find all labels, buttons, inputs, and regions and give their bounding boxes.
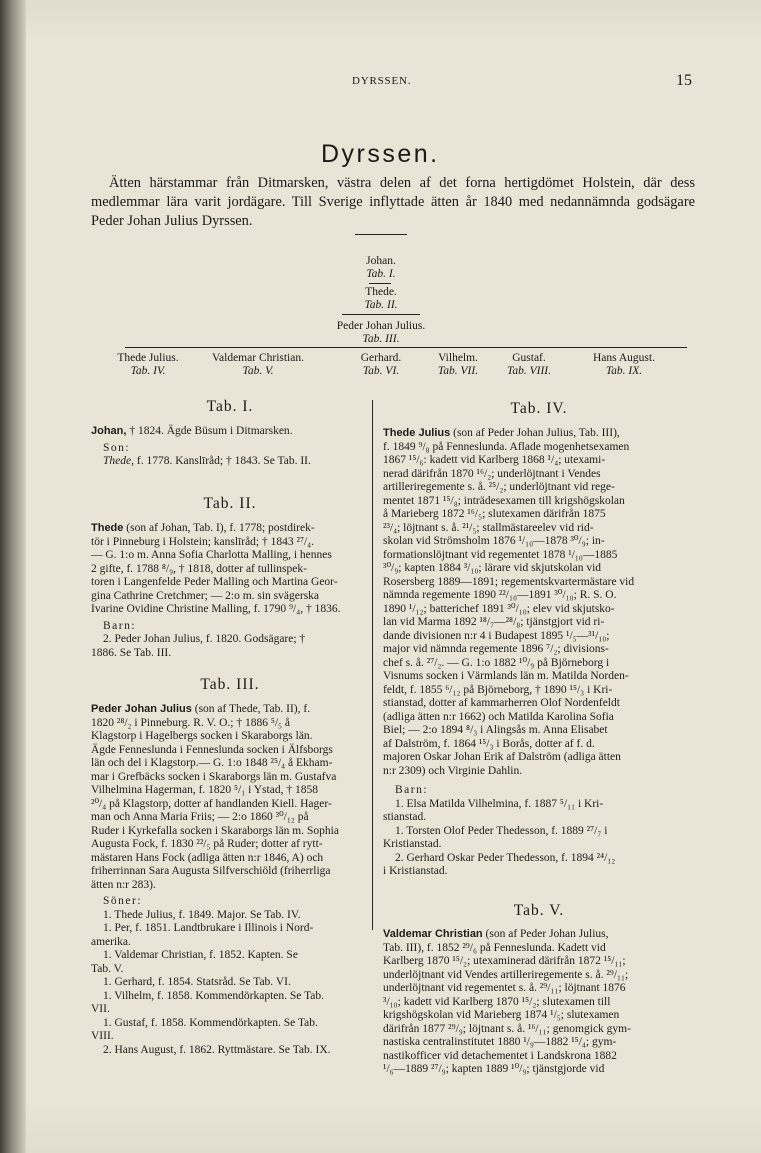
tab5-line: (son af Peder Johan Julius, <box>485 928 609 940</box>
tab3-line: 1820 ²⁸/₂ i Pinneburg. R. V. O.; † 1886 ⁵/₅ å <box>91 716 291 729</box>
tab3-line: mästaren Hans Fock (adliga ätten n:r 1846, A) och <box>91 851 324 864</box>
tab1-son-label: Son: <box>103 441 131 454</box>
tab4-child-line: stianstad. <box>383 811 427 823</box>
tree-child-name: Thede Julius. <box>117 352 179 364</box>
tab3-line: ²⁰/₄ på Klagstorp, dotter af handlanden Kiell. Hager- <box>91 797 332 810</box>
tab4-line: 1867 ¹⁵/₆: kadett vid Karlberg 1868 ¹/₄; utexami- <box>383 454 606 466</box>
tree-child-4 <box>423 352 493 378</box>
tree-root-tab: Tab. I. <box>366 268 396 280</box>
tab2-line: 2 gifte, f. 1788 ⁸/₉, † 1818, dotter af tullinspek- <box>91 562 307 575</box>
column-divider <box>372 400 373 930</box>
tab4-barn-label: Barn: <box>395 784 429 796</box>
tab5-block <box>383 928 696 1077</box>
divider <box>355 234 407 235</box>
tab5-heading: Tab. V. <box>513 902 565 919</box>
tab3-child-line: 1. Gustaf, f. 1858. Kommendörkapten. Se Tab. <box>103 1016 318 1029</box>
tree-bracket-1 <box>369 283 391 284</box>
tab5-line: underlöjtnant vid Vendes artilleriregemente s. å. ²⁹/₁₁; <box>383 968 629 981</box>
tab3-child-line: VII. <box>91 1003 110 1015</box>
tab3-line: ätten n:r 283). <box>91 878 156 891</box>
tab4-line: f. 1849 ⁹/₈ på Fenneslunda. Aflade mogenhetsexamen <box>383 440 630 453</box>
tree-child-name: Gustaf. <box>512 352 546 364</box>
tab4-line: å Marieberg 1872 ¹⁶/₅; slutexamen därifrån 1875 <box>383 508 606 520</box>
tab4-line: ²³/₄; löjtnant s. å. ²¹/₅; stallmästareelev vid rid- <box>383 521 594 534</box>
tab4-line: dande divisionen n:r 4 i Budapest 1895 ¹/₅—³¹/₁₀; <box>383 629 610 642</box>
tab1-son-name: Thede, <box>103 455 134 467</box>
tab4-line: n:r 2309) och Virginie Dahlin. <box>383 764 523 777</box>
tab2-line: tör i Pinneburg i Holstein; kanslīråd; † 1843 ²⁷/₄. <box>91 535 315 548</box>
tab3-child-line: 1. Valdemar Christian, f. 1852. Kapten. Se <box>103 949 298 961</box>
tab4-line: artilleriregemente s. å. ²⁵/₂; underlöjtnant vid rege- <box>383 481 615 493</box>
tab1-block <box>91 425 367 469</box>
tree-child-5 <box>497 352 561 378</box>
tree-child-tab: Tab. VIII. <box>507 365 551 377</box>
tab2-block <box>91 522 367 660</box>
tab5-line: därifrån 1877 ²⁹/₉; löjtnant s. å. ¹⁶/₁₁; genomgick gym- <box>383 1022 631 1035</box>
tab4-child-line: 1. Elsa Matilda Vilhelmina, f. 1887 ⁵/₁₁ i Kri- <box>395 797 604 810</box>
tab4-line: formationslöjtnant vid regementet 1878 ¹/₁₀—1885 <box>383 548 618 561</box>
tab3-soner-label: Söner: <box>103 895 143 907</box>
tab3-child-line: Tab. V. <box>91 962 124 975</box>
tree-child-1 <box>104 352 192 378</box>
tab3-line: Ruder i Kyrkefalla socken i Skaraborgs län m. Sophia <box>91 824 339 837</box>
tab3-entry-name: Peder Johan Julius <box>91 703 192 715</box>
tab2-barn-label: Barn: <box>103 619 137 632</box>
tree-child-name: Valdemar Christian. <box>212 352 304 364</box>
tab4-child-line: Kristianstad. <box>383 838 442 850</box>
intro-text: Ätten härstammar från Ditmarsken, västra delen af det forna hertigdömet Holstein, där dess medlemmar lära varit jordägare. Till Sverige inflyttade ätten år 1840 med nedannämnda godsägare Peder Johan Julius Dyrssen. <box>91 175 695 229</box>
intro-paragraph <box>91 174 695 231</box>
tab4-line: mentet 1871 ¹⁵/₈; inträdesexamen till krigshögskolan <box>383 494 625 507</box>
tab4-child-line: i Kristianstad. <box>383 865 448 877</box>
tree-child-6 <box>576 352 672 378</box>
tab4-block <box>383 427 696 879</box>
tab1-heading: Tab. I. <box>206 398 254 415</box>
tab1-entry-text: † 1824. Ägde Büsum i Ditmarsken. <box>129 425 293 437</box>
tab2-child-line: 1886. Se Tab. III. <box>91 646 172 659</box>
tab4-line: 1890 ¹/₁₂; batterichef 1891 ³⁰/₁₀; elev vid skjutsko- <box>383 602 615 615</box>
page-title: Dyrssen. <box>321 140 440 168</box>
tab4-line: af Dalström, f. 1864 ¹⁵/₃ i Borås, dotter af f. d. <box>383 737 595 750</box>
tab3-block <box>91 703 367 1057</box>
tree-third <box>300 320 462 346</box>
tab4-line: Visnums socken i Värmlands län m. Matilda Norden- <box>383 670 629 682</box>
tab3-child-line: amerika. <box>91 935 131 948</box>
tab4-line: nerad därifrån 1870 ¹⁶/₂; underlöjtnant i Vendes <box>383 467 601 480</box>
tab5-line: underlöjtnant vid regementet s. å. ²⁹/₁₁; löjtnant 1876 <box>383 982 626 994</box>
tab4-line: Rosersberg 1889—1891; regementskvartermästare vid <box>383 575 635 588</box>
tab5-line: nastiska centralinstitutet 1880 ¹/₉—1882 ¹⁵/₄; gym- <box>383 1036 617 1048</box>
tab3-line: län och del i Klagstorp.— G. 1:o 1848 ²⁵/₄ å Ekham- <box>91 757 333 769</box>
tree-child-tab: Tab. VI. <box>362 365 400 377</box>
tree-bracket-3 <box>125 347 687 348</box>
tab3-line: man och Anna Maria Friis; — 2:o 1860 ³⁰/₁₂ på <box>91 811 309 823</box>
tree-child-name: Gerhard. <box>360 352 402 364</box>
tree-root <box>331 255 431 281</box>
tab4-line: feldt, f. 1855 ⁶/₁₂ på Björneborg, † 1890 ¹⁵/₃ i Kri- <box>383 683 613 696</box>
tree-child-name: Hans August. <box>593 352 655 364</box>
tab4-line: (son af Peder Johan Julius, Tab. III), <box>453 427 620 439</box>
tab3-child-line: 1. Per, f. 1851. Landtbrukare i Illinois i Nord- <box>103 922 314 934</box>
tree-root-name: Johan. <box>366 255 396 267</box>
tab4-line: majoren Oskar Johan Erik af Dalström (adliga ätten <box>383 751 621 763</box>
tab5-line: ³/₁₀; kadett vid Karlberg 1870 ¹⁵/₂; slutexamen till <box>383 995 611 1008</box>
tree-bracket-2 <box>342 314 420 315</box>
tab5-line: nastikofficer vid detachementet i Landskrona 1882 <box>383 1049 617 1062</box>
tab4-child-line: 2. Gerhard Oskar Peder Thedesson, f. 1894 ²⁴/₁₂ <box>395 851 616 864</box>
tab4-line: stianstad, dotter af kammarherren Olof Nordenfeldt <box>383 697 620 709</box>
tab2-child-line: 2. Peder Johan Julius, f. 1820. Godsägare; † <box>103 633 306 645</box>
page-number: 15 <box>676 72 692 89</box>
tab4-line: Biel; — 2:o 1894 ⁸/₃ i Alingsås m. Anna Elisabet <box>383 724 608 736</box>
tree-child-2 <box>198 352 318 378</box>
tab4-line: chef s. å. ²⁷/₂. — G. 1:o 1882 ¹⁰/₉ på Björneborg i <box>383 656 610 669</box>
tab4-line: major vid nämnda regemente 1896 ⁷/₂; divisions- <box>383 643 609 655</box>
tab5-line: Tab. III), f. 1852 ²⁹/₆ på Fenneslunda. Kadett vid <box>383 941 606 954</box>
tab2-entry-name: Thede <box>91 522 124 534</box>
tab3-heading: Tab. III. <box>200 676 260 693</box>
tab3-child-line: 2. Hans August, f. 1862. Ryttmästare. Se Tab. IX. <box>103 1043 331 1056</box>
tab2-heading: Tab. II. <box>203 495 257 512</box>
tab3-line: friherrinnan Sara Augusta Silfverschiöld (friherrliga <box>91 865 331 877</box>
tab2-line: gina Cathrine Cretchmer; — 2:o m. sin svägerska <box>91 589 320 602</box>
tree-child-tab: Tab. IV. <box>130 365 166 377</box>
tab3-line: Vilhelmina Hagerman, f. 1820 ⁵/₁ i Ystad, † 1858 <box>91 784 318 796</box>
tab2-line: — G. 1:o m. Anna Sofia Charlotta Malling, i hennes <box>91 549 332 561</box>
tab1-entry-name: Johan, <box>91 425 127 437</box>
tree-second <box>331 286 431 312</box>
tab4-entry-name: Thede Julius <box>383 427 451 439</box>
tab3-child-line: 1. Gerhard, f. 1854. Statsråd. Se Tab. VI. <box>103 976 291 988</box>
tab4-line: (adliga ätten n:r 1662) och Matilda Karolina Sofia <box>383 710 614 723</box>
tree-child-3 <box>346 352 416 378</box>
book-binding-edge <box>0 0 26 1153</box>
tab5-line: Karlberg 1870 ¹⁵/₂; utexaminerad därifrån 1872 ¹⁵/₁₁; <box>383 955 626 967</box>
tab3-child-line: VIII. <box>91 1030 114 1042</box>
tree-child-tab: Tab. IX. <box>605 365 643 377</box>
running-title: DYRSSEN. <box>352 75 412 87</box>
tree-third-name: Peder Johan Julius. <box>336 320 426 332</box>
tab5-line: krigshögskolan vid Marieberg 1874 ¹/₅; slutexamen <box>383 1009 620 1021</box>
tab1-son-text: f. 1778. Kanslīråd; † 1843. Se Tab. II. <box>136 455 311 467</box>
tab3-line: (son af Thede, Tab. II), f. <box>194 703 311 715</box>
tab2-line: (son af Johan, Tab. I), f. 1778; postdirek- <box>126 522 315 534</box>
tab3-line: Klagstorp i Hagelbergs socken i Skaraborgs län. <box>91 730 313 742</box>
tab4-line: skolan vid Strömsholm 1876 ¹/₁₀—1878 ³⁰/₉; in- <box>383 535 605 547</box>
tree-child-tab: Tab. VII. <box>437 365 479 377</box>
tab4-line: ³⁰/₉; kapten 1884 ³/₁₀; lärare vid skjutskolan vid <box>383 562 602 574</box>
tree-third-tab: Tab. III. <box>362 333 400 345</box>
tree-child-tab: Tab. V. <box>242 365 274 377</box>
tab5-line: ¹/₆—1889 ²⁷/₉; kapten 1889 ¹⁰/₉; tjänstgjorde vid <box>383 1063 605 1075</box>
tab3-child-line: 1. Thede Julius, f. 1849. Major. Se Tab. IV. <box>103 908 301 921</box>
tab3-line: Ägde Fenneslunda i Fenneslunda socken i Älfsborgs <box>91 743 333 756</box>
tree-second-name: Thede. <box>365 286 397 298</box>
tab4-child-line: 1. Torsten Olof Peder Thedesson, f. 1889 ²⁷/₇ i <box>395 824 608 837</box>
tab3-line: mar i Grefbäcks socken i Skaraborgs län m. Gustafva <box>91 770 337 783</box>
tab4-line: nämnda regemente 1890 ²²/₁₀—1891 ³⁰/₁₀; R. S. O. <box>383 589 617 601</box>
tab3-child-line: 1. Vilhelm, f. 1858. Kommendörkapten. Se Tab. <box>103 989 325 1002</box>
tab2-line: Ivarine Ovidine Christine Malling, f. 1790 ⁹/₄, † 1836. <box>91 603 341 615</box>
tab2-line: toren i Langenfelde Peder Malling och Martina Geor- <box>91 576 338 588</box>
tab4-line: lan vid Marma 1892 ¹⁸/₇—²⁸/₈; tjänstgjort vid ri- <box>383 616 605 628</box>
tree-second-tab: Tab. II. <box>364 299 398 311</box>
tab3-line: Augusta Fock, f. 1830 ²²/₅ på Ruder; dotter af rytt- <box>91 838 323 850</box>
tab4-heading: Tab. IV. <box>510 400 568 417</box>
tab5-entry-name: Valdemar Christian <box>383 928 483 940</box>
tree-child-name: Vilhelm. <box>438 352 478 364</box>
